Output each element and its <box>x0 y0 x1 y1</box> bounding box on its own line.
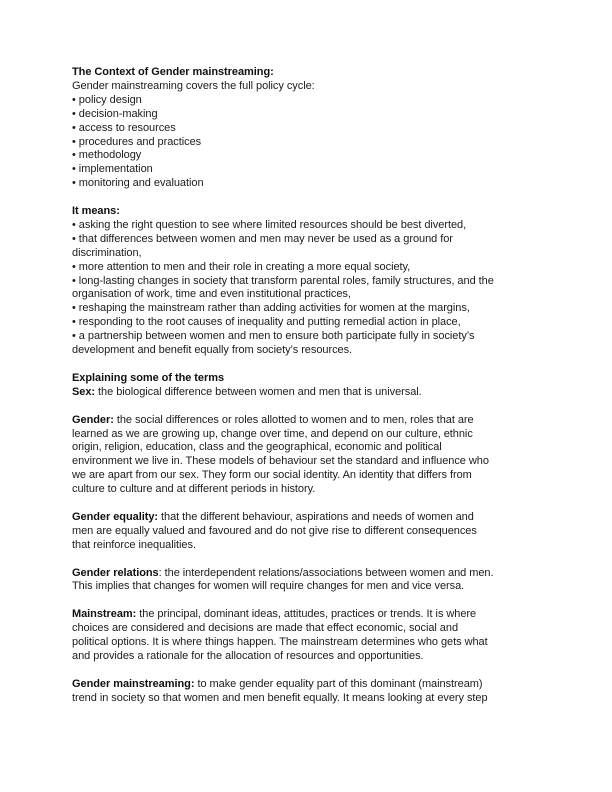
text-segment: • that differences between women and men may never be used as a ground for <box>72 232 453 245</box>
text-segment: political options. It is where things happen. The mainstream determines who gets what <box>72 636 488 649</box>
text-line <box>72 219 542 233</box>
text-line <box>72 122 542 136</box>
bold-text-segment: The Context of Gender mainstreaming: <box>72 66 274 78</box>
text-line <box>72 177 542 191</box>
text-segment: organisation of work, time and even institutional practices, <box>72 288 351 301</box>
gender-relations-block <box>72 567 542 595</box>
text-line <box>72 539 542 553</box>
text-segment: • reshaping the mainstream rather than adding activities for women at the margins, <box>72 302 470 315</box>
text-segment: • asking the right question to see where limited resources should be best diverted, <box>72 218 467 231</box>
text-line <box>72 692 542 706</box>
it-means-block <box>72 205 542 358</box>
text-line <box>72 414 542 428</box>
text-line <box>72 149 542 163</box>
text-line <box>72 622 542 636</box>
bold-text-segment: Explaining some of the terms <box>72 371 225 384</box>
text-segment: we are apart from our sex. They form our social identity. An identity that differs from <box>72 469 472 482</box>
text-segment: the biological difference between women and men that is universal. <box>95 385 422 398</box>
text-segment: discrimination, <box>72 246 142 259</box>
text-line <box>72 608 542 622</box>
text-line <box>72 288 542 302</box>
text-line <box>72 247 542 261</box>
text-line <box>72 428 542 442</box>
text-line <box>72 469 542 483</box>
text-segment: • access to resources <box>72 121 176 134</box>
text-segment: : the interdependent relations/associations between women and men. <box>158 566 494 579</box>
text-line <box>72 302 542 316</box>
text-segment: learned as we are growing up, change over time, and depend on our culture, ethnic <box>72 427 473 440</box>
text-segment: development and benefit equally from society’s resources. <box>72 344 353 357</box>
explaining-terms-sex-block <box>72 372 542 400</box>
context-of-gender-mainstreaming-block <box>72 66 542 191</box>
text-segment: to make gender equality part of this dominant (mainstream) <box>194 677 483 690</box>
text-segment: • policy design <box>72 93 142 106</box>
text-segment: environment we live in. These models of behaviour set the standard and influence who <box>72 455 489 468</box>
text-segment: • methodology <box>72 149 142 162</box>
text-line <box>72 80 542 94</box>
bold-text-segment: Gender equality: <box>72 510 158 523</box>
text-line <box>72 455 542 469</box>
text-line <box>72 66 542 80</box>
text-line <box>72 233 542 247</box>
gender-equality-block <box>72 511 542 553</box>
text-line <box>72 261 542 275</box>
text-segment: • long-lasting changes in society that transform parental roles, family structures, and the <box>72 274 494 287</box>
text-segment: • decision-making <box>72 107 158 120</box>
text-segment: that reinforce inequalities. <box>72 538 196 551</box>
bold-text-segment: Mainstream: <box>72 608 137 621</box>
bold-text-segment: It means: <box>72 205 120 218</box>
text-line <box>72 525 542 539</box>
text-line <box>72 344 542 358</box>
text-segment: that the different behaviour, aspirations and needs of women and <box>158 510 474 523</box>
document-page <box>72 66 542 706</box>
text-line <box>72 580 542 594</box>
text-segment: • implementation <box>72 163 153 176</box>
text-line <box>72 108 542 122</box>
text-line <box>72 678 542 692</box>
text-segment: • a partnership between women and men to ensure both participate fully in society’s <box>72 330 475 343</box>
text-line <box>72 330 542 344</box>
text-line <box>72 650 542 664</box>
text-segment: origin, religion, education, class and the geographical, economic and political <box>72 441 442 454</box>
bold-text-segment: Gender mainstreaming: <box>72 677 195 690</box>
bold-text-segment: Gender: <box>72 413 114 426</box>
text-line <box>72 567 542 581</box>
mainstream-block <box>72 608 542 664</box>
text-segment: men are equally valued and favoured and do not give rise to different consequences <box>72 524 477 537</box>
text-segment: and provides a rationale for the allocation of resources and opportunities. <box>72 649 424 662</box>
text-segment: the principal, dominant ideas, attitudes, practices or trends. It is where <box>136 608 477 621</box>
text-line <box>72 205 542 219</box>
text-segment: • procedures and practices <box>72 135 202 148</box>
gender-block <box>72 414 542 497</box>
text-segment: • responding to the root causes of inequality and putting remedial action in place, <box>72 316 461 329</box>
text-line <box>72 163 542 177</box>
text-line <box>72 275 542 289</box>
text-line <box>72 483 542 497</box>
text-line <box>72 441 542 455</box>
text-segment: • more attention to men and their role in creating a more equal society, <box>72 260 411 273</box>
bold-text-segment: Gender relations <box>72 566 159 579</box>
text-segment: trend in society so that women and men benefit equally. It means looking at every step <box>72 691 488 704</box>
text-line <box>72 136 542 150</box>
text-segment: choices are considered and decisions are made that effect economic, social and <box>72 622 459 635</box>
text-segment: the social differences or roles allotted to women and to men, roles that are <box>113 413 474 426</box>
text-line <box>72 511 542 525</box>
text-line <box>72 386 542 400</box>
bold-text-segment: Sex: <box>72 385 96 398</box>
text-segment: This implies that changes for women will require changes for men and vice versa. <box>72 580 465 593</box>
text-line <box>72 316 542 330</box>
text-line <box>72 94 542 108</box>
gender-mainstreaming-block <box>72 678 542 706</box>
text-line <box>72 372 542 386</box>
text-segment: • monitoring and evaluation <box>72 177 204 190</box>
text-line <box>72 636 542 650</box>
text-segment: Gender mainstreaming covers the full policy cycle: <box>72 79 315 92</box>
text-segment: culture to culture and at different periods in history. <box>72 483 316 496</box>
